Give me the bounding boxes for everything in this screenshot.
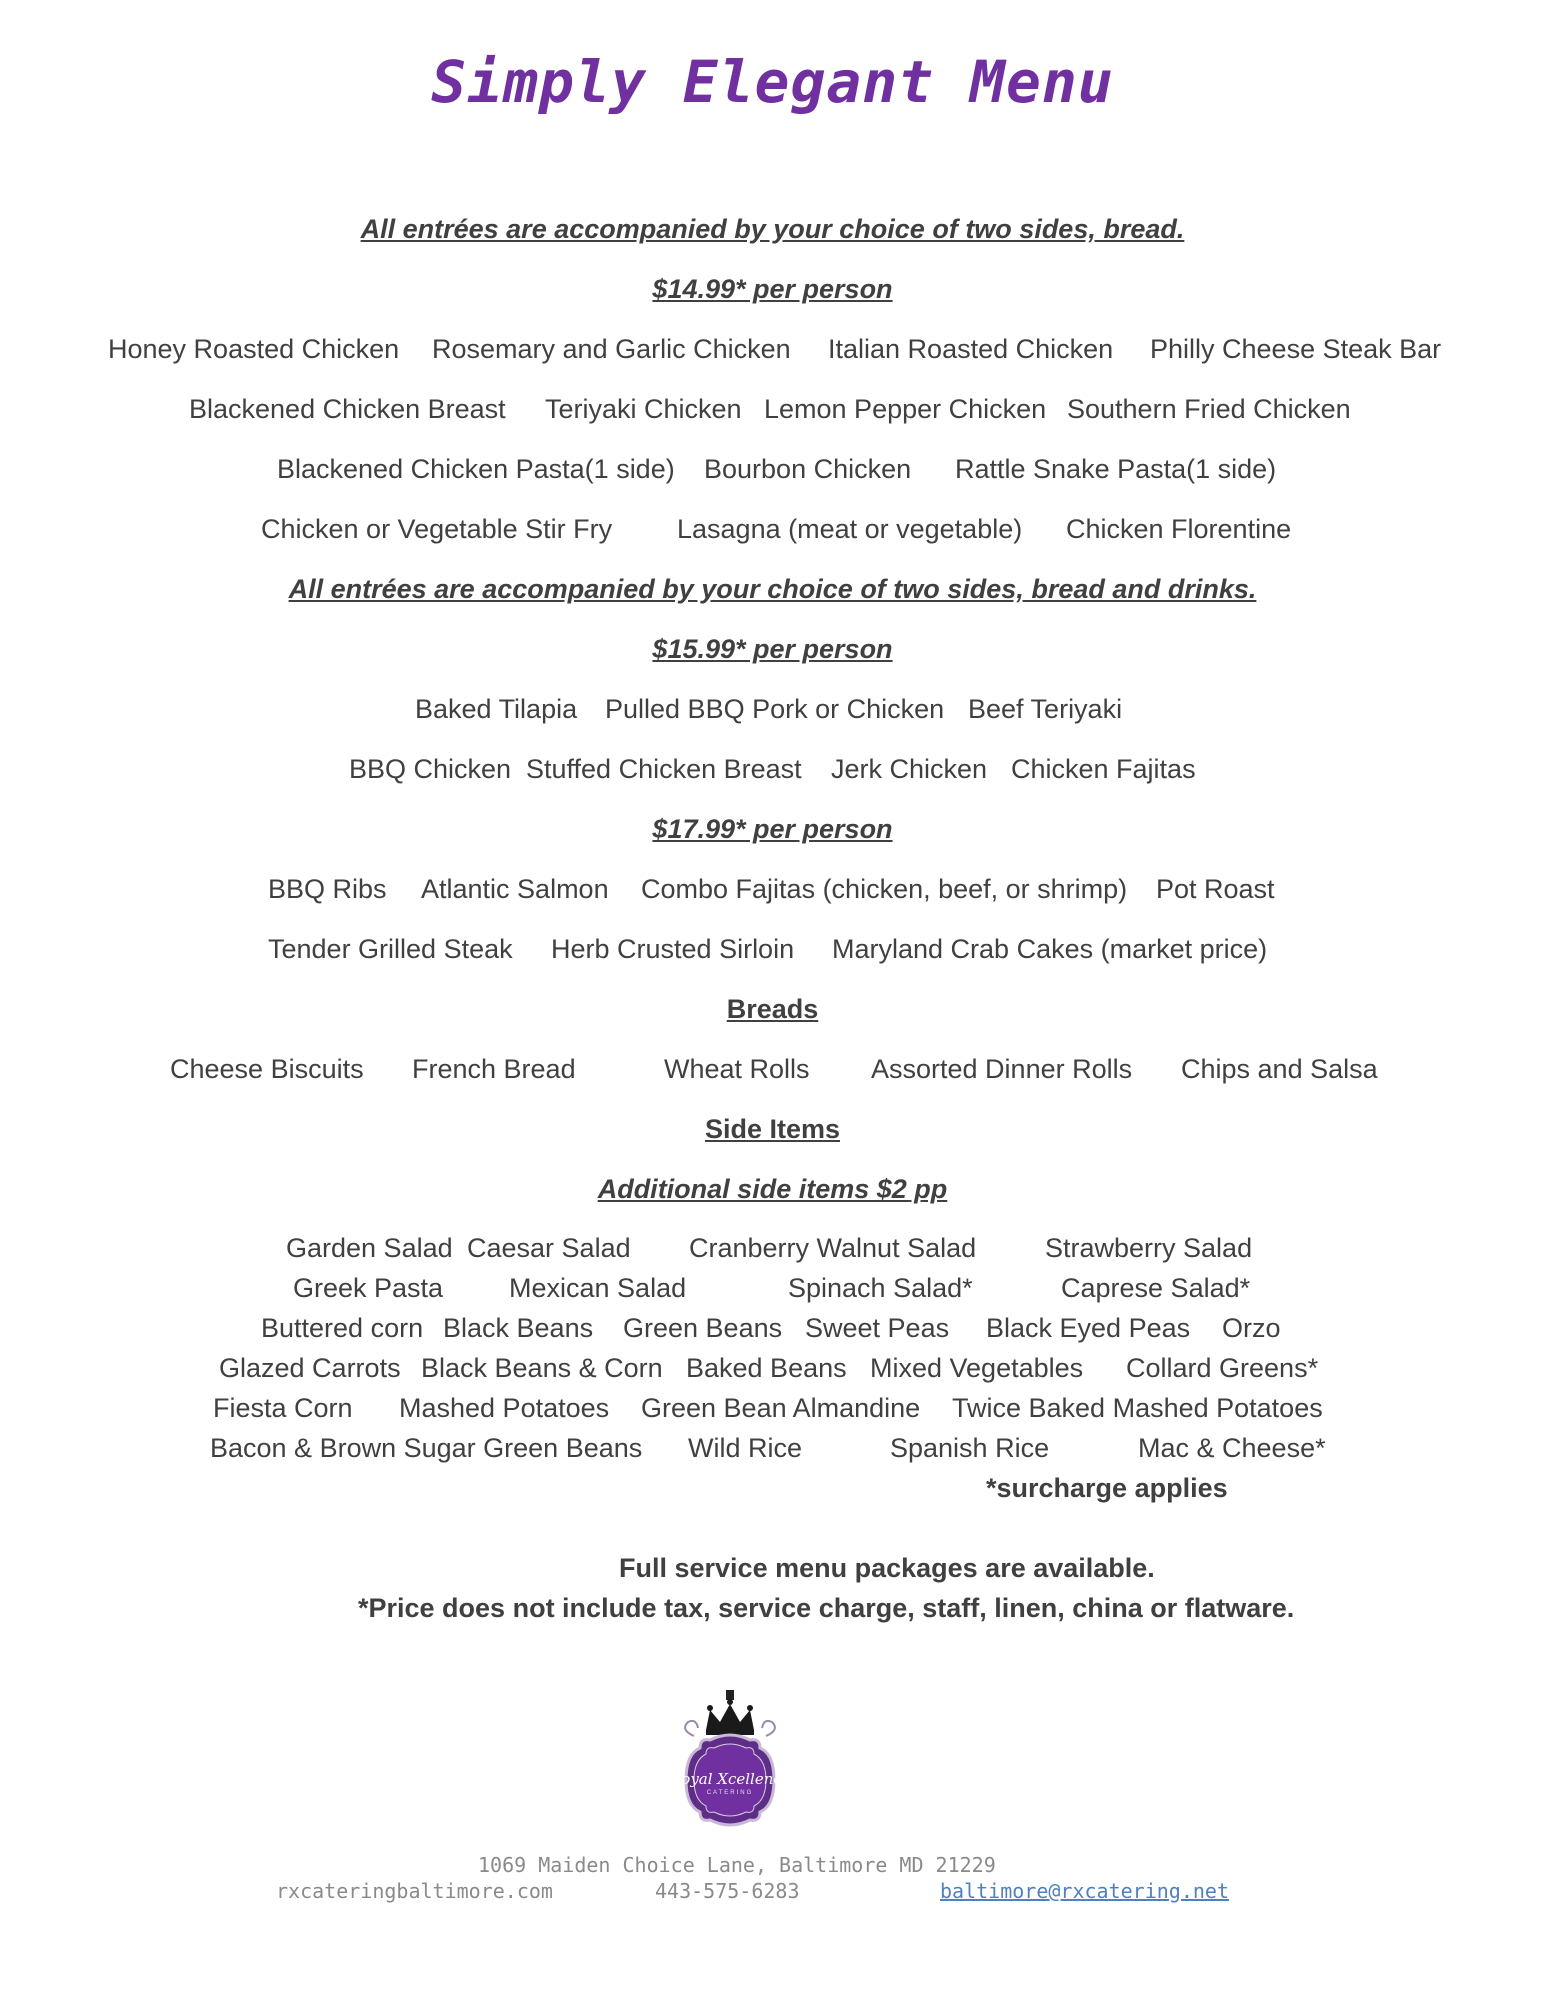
menu-item: Lemon Pepper Chicken: [764, 394, 1047, 424]
menu-item: Lasagna (meat or vegetable): [677, 514, 1023, 544]
menu-item: Maryland Crab Cakes (market price): [832, 934, 1268, 964]
menu-item: Southern Fried Chicken: [1067, 394, 1351, 424]
menu-item: Italian Roasted Chicken: [828, 334, 1114, 364]
packages-note: Full service menu packages are available.: [619, 1553, 1155, 1583]
company-logo: [670, 1690, 790, 1845]
tier1-row-2: [0, 388, 1545, 430]
menu-item: Rosemary and Garlic Chicken: [432, 334, 791, 364]
crown-icon: [670, 1690, 790, 1845]
menu-item: Pulled BBQ Pork or Chicken: [605, 694, 945, 724]
bread-item: Assorted Dinner Rolls: [871, 1054, 1133, 1084]
footer-email-link[interactable]: baltimore@rxcatering.net: [940, 1879, 1229, 1903]
side-item: Spinach Salad*: [788, 1273, 973, 1303]
breads-row: [0, 1048, 1545, 1090]
footer-website[interactable]: rxcateringbaltimore.com: [276, 1879, 553, 1903]
menu-item: Stuffed Chicken Breast: [526, 754, 802, 784]
side-item: Glazed Carrots: [219, 1353, 401, 1383]
side-item: Black Eyed Peas: [986, 1313, 1191, 1343]
menu-item: Combo Fajitas (chicken, beef, or shrimp): [641, 874, 1128, 904]
sides-subheading: Additional side items $2 pp: [597, 1174, 948, 1204]
footer-phone[interactable]: 443-575-6283: [655, 1879, 800, 1903]
side-item: Fiesta Corn: [213, 1393, 353, 1423]
logo-subtitle: CATERING: [706, 1790, 754, 1796]
menu-item: Baked Tilapia: [415, 694, 578, 724]
side-item: Greek Pasta: [293, 1273, 444, 1303]
side-item: Mac & Cheese*: [1138, 1433, 1326, 1463]
sides-row-6: [0, 1428, 1545, 1468]
tier1-price: $14.99* per person: [652, 274, 893, 304]
menu-item: Atlantic Salmon: [421, 874, 609, 904]
tier2-heading: All entrées are accompanied by your choice of two sides, bread and drinks.: [288, 574, 1257, 604]
side-item: Black Beans & Corn: [421, 1353, 663, 1383]
menu-item: Beef Teriyaki: [968, 694, 1123, 724]
menu-item: Bourbon Chicken: [704, 454, 912, 484]
side-item: Orzo: [1222, 1313, 1281, 1343]
side-item: Collard Greens*: [1126, 1353, 1319, 1383]
menu-item: Rattle Snake Pasta(1 side): [955, 454, 1277, 484]
sides-row-4: [0, 1348, 1545, 1388]
bread-item: Cheese Biscuits: [170, 1054, 364, 1084]
bread-item: Wheat Rolls: [664, 1054, 810, 1084]
tier1-row-1: [0, 328, 1545, 370]
side-item: Wild Rice: [688, 1433, 803, 1463]
menu-item: Teriyaki Chicken: [545, 394, 742, 424]
side-item: Sweet Peas: [805, 1313, 950, 1343]
tier3-price: $17.99* per person: [652, 814, 893, 844]
side-item: Garden Salad: [286, 1233, 453, 1263]
logo-name: Royal Xcellence: [670, 1770, 791, 1788]
sides-row-3: [0, 1308, 1545, 1348]
menu-item: BBQ Ribs: [268, 874, 387, 904]
tier2-row-1: [0, 688, 1545, 730]
tier1-heading: All entrées are accompanied by your choice of two sides, bread.: [360, 214, 1185, 244]
side-item: Buttered corn: [261, 1313, 424, 1343]
menu-item: Blackened Chicken Breast: [189, 394, 506, 424]
sides-row-1: [0, 1228, 1545, 1268]
side-item: Caprese Salad*: [1061, 1273, 1251, 1303]
bread-item: Chips and Salsa: [1181, 1054, 1378, 1084]
disclaimer-note: *Price does not include tax, service charge, staff, linen, china or flatware.: [358, 1593, 1295, 1623]
surcharge-note: *surcharge applies: [986, 1473, 1228, 1503]
menu-item: Pot Roast: [1156, 874, 1275, 904]
side-item: Bacon & Brown Sugar Green Beans: [210, 1433, 643, 1463]
menu-item: Chicken or Vegetable Stir Fry: [261, 514, 613, 544]
tier1-row-4: [0, 508, 1545, 550]
tier1-row-3: [0, 448, 1545, 490]
sides-row-5: [0, 1388, 1545, 1428]
side-item: Twice Baked Mashed Potatoes: [952, 1393, 1323, 1423]
menu-item: Blackened Chicken Pasta(1 side): [277, 454, 675, 484]
menu-item: Tender Grilled Steak: [268, 934, 513, 964]
menu-item: Chicken Florentine: [1066, 514, 1292, 544]
side-item: Caesar Salad: [467, 1233, 631, 1263]
breads-heading: Breads: [726, 994, 819, 1024]
side-item: Black Beans: [443, 1313, 594, 1343]
tier2-row-2: [0, 748, 1545, 790]
side-item: Spanish Rice: [890, 1433, 1050, 1463]
side-item: Green Bean Almandine: [641, 1393, 921, 1423]
menu-item: Philly Cheese Steak Bar: [1150, 334, 1442, 364]
tier2-price: $15.99* per person: [652, 634, 893, 664]
side-item: Baked Beans: [686, 1353, 847, 1383]
side-item: Cranberry Walnut Salad: [689, 1233, 977, 1263]
menu-item: Chicken Fajitas: [1011, 754, 1196, 784]
side-item: Mashed Potatoes: [399, 1393, 610, 1423]
side-item: Mixed Vegetables: [870, 1353, 1084, 1383]
sides-row-2: [0, 1268, 1545, 1308]
tier3-row-2: [0, 928, 1545, 970]
side-item: Mexican Salad: [509, 1273, 687, 1303]
menu-item: BBQ Chicken: [349, 754, 512, 784]
footer-address: 1069 Maiden Choice Lane, Baltimore MD 21229: [478, 1853, 996, 1877]
tier3-row-1: [0, 868, 1545, 910]
menu-title: Simply Elegant Menu: [431, 48, 1114, 116]
bread-item: French Bread: [412, 1054, 576, 1084]
menu-item: Jerk Chicken: [831, 754, 988, 784]
side-item: Green Beans: [623, 1313, 783, 1343]
side-item: Strawberry Salad: [1045, 1233, 1253, 1263]
menu-item: Honey Roasted Chicken: [108, 334, 400, 364]
sides-heading: Side Items: [704, 1114, 841, 1144]
menu-item: Herb Crusted Sirloin: [551, 934, 795, 964]
